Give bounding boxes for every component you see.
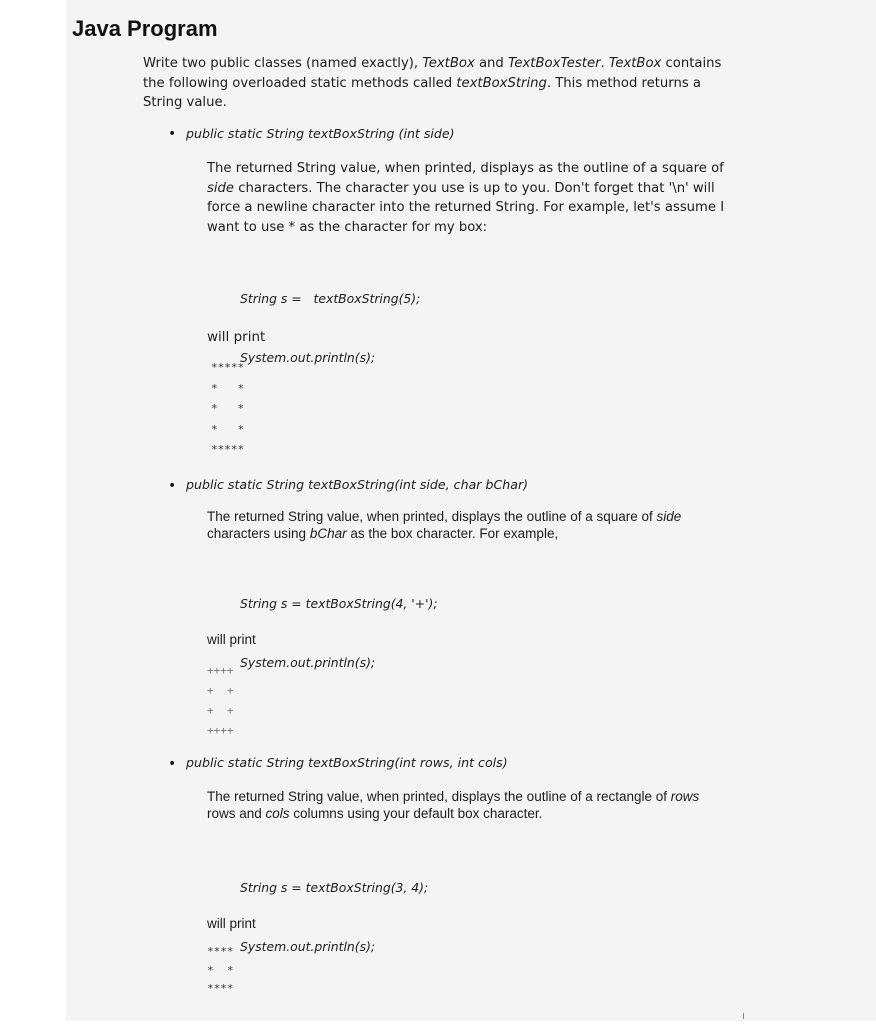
desc-italic-term: cols bbox=[265, 806, 290, 821]
bullet-icon: • bbox=[168, 478, 177, 494]
output-example-1: ***** * * * * * * ***** bbox=[211, 361, 245, 456]
intro-text-1: Write two public classes (named exactly), bbox=[143, 56, 423, 71]
desc-text: columns using your default box character. bbox=[289, 806, 543, 821]
will-print-label-3: will print bbox=[207, 916, 256, 931]
code-line: String s = textBoxString(5); bbox=[240, 291, 421, 306]
code-example-1 bbox=[240, 250, 420, 387]
intro-method-name: textBoxString bbox=[456, 75, 547, 91]
desc-italic-term: side bbox=[656, 509, 682, 524]
intro-class-textbox: TextBox bbox=[422, 56, 475, 71]
method-signature-2: public static String textBoxString(int side, char bChar) bbox=[186, 477, 529, 492]
code-line: System.out.println(s); bbox=[240, 349, 376, 365]
intro-text-4: contains the following overloaded static methods called bbox=[143, 56, 722, 91]
desc-italic-term: rows bbox=[670, 789, 700, 804]
desc-text: The returned String value, when printed, displays as the outline of a square of bbox=[207, 161, 724, 176]
code-example-2 bbox=[240, 555, 438, 692]
method-signature-3: public static String textBoxString(int rows, int cols) bbox=[186, 755, 508, 770]
method-description-1 bbox=[207, 159, 727, 237]
desc-text: characters. The character you use is up to you. Don't forget that '\n' will force a newline character into the returned String. For example, let's assume I want to use * as the character for my box: bbox=[207, 180, 725, 235]
code-example-3 bbox=[240, 839, 428, 976]
will-print-label-1: will print bbox=[207, 329, 266, 345]
intro-text-3: . bbox=[600, 56, 609, 71]
code-line: System.out.println(s); bbox=[240, 938, 376, 954]
intro-class-textbox-2: TextBox bbox=[608, 56, 662, 71]
bullet-icon: • bbox=[168, 126, 177, 142]
method-description-2 bbox=[207, 508, 727, 542]
output-example-3: **** * * **** bbox=[207, 945, 234, 995]
intro-paragraph bbox=[143, 54, 723, 113]
page-title: Java Program bbox=[72, 16, 218, 41]
output-example-2: ++++ + + + + ++++ bbox=[207, 664, 234, 737]
desc-text: characters using bbox=[207, 526, 310, 541]
intro-class-textboxtester: TextBoxTester bbox=[507, 56, 601, 71]
page-edge-mark bbox=[743, 1013, 744, 1019]
desc-text: as the box character. For example, bbox=[346, 526, 559, 541]
code-line: System.out.println(s); bbox=[240, 654, 376, 670]
method-description-3 bbox=[207, 788, 727, 822]
code-line: String s = textBoxString(4, '+'); bbox=[240, 596, 438, 611]
desc-text: The returned String value, when printed, displays the outline of a square of bbox=[207, 509, 657, 524]
desc-text: rows and bbox=[207, 806, 266, 821]
method-signature-1: public static String textBoxString (int side) bbox=[186, 126, 455, 141]
code-line: String s = textBoxString(3, 4); bbox=[240, 880, 429, 895]
desc-italic-term: side bbox=[207, 180, 235, 196]
desc-italic-term: bChar bbox=[309, 526, 347, 541]
intro-text-5: . This method returns a String value. bbox=[143, 75, 701, 110]
intro-text-2: and bbox=[474, 56, 508, 71]
desc-text: The returned String value, when printed, displays the outline of a rectangle of bbox=[207, 789, 671, 804]
bullet-icon: • bbox=[168, 756, 177, 772]
will-print-label-2: will print bbox=[207, 632, 256, 647]
